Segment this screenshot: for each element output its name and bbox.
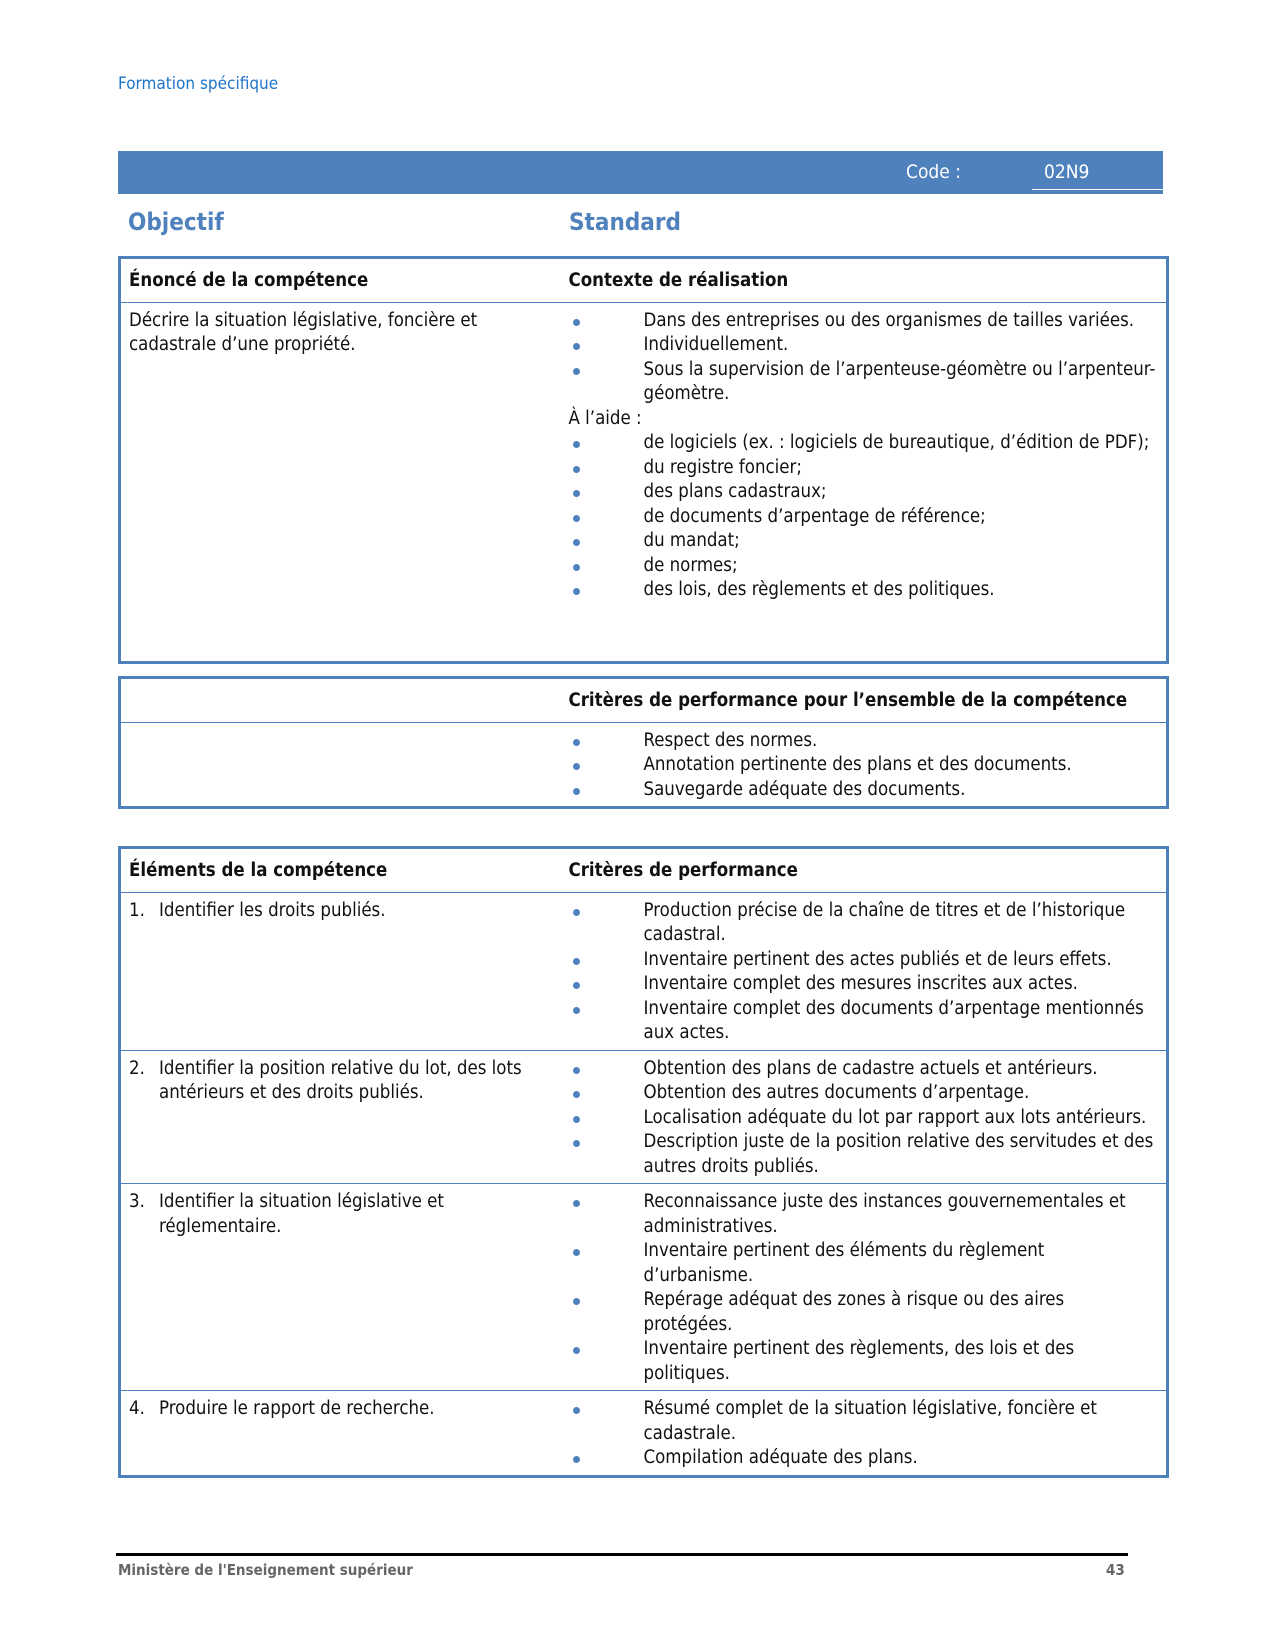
list-item: Repérage adéquat des zones à risque ou des aires protégées. [569,1288,1159,1337]
element-text: Produire le rapport de recherche. [159,1398,435,1419]
list-item: Obtention des autres documents d’arpentage. [569,1081,1159,1106]
global-criteria-table [118,676,1169,809]
competence-table [118,256,1169,664]
criteria-header: Critères de performance [561,848,1168,893]
element-number: 1. [129,899,145,921]
list-item: de documents d’arpentage de référence; [569,505,1159,530]
list-item: Description juste de la position relative des servitudes et des autres droits publiés. [569,1130,1159,1179]
element-number: 4. [129,1398,145,1419]
elements-header: Éléments de la compétence [120,848,561,893]
list-item: des lois, des règlements et des politiques. [569,578,1159,603]
list-item: de logiciels (ex. : logiciels de bureautique, d’édition de PDF); [569,431,1159,456]
list-item: Localisation adéquate du lot par rapport aux lots antérieurs. [569,1106,1159,1131]
code-bar [118,151,1163,194]
list-item: Respect des normes. [569,729,1159,754]
elements-table [118,846,1169,1478]
list-item: Inventaire pertinent des actes publiés et de leurs effets. [569,948,1159,973]
section-header: Formation spécifique [118,74,279,94]
aide-label: À l’aide : [568,407,642,429]
list-item: Inventaire pertinent des règlements, des lois et des politiques. [569,1337,1159,1386]
list-item: Compilation adéquate des plans. [569,1446,1159,1471]
list-item: du mandat; [569,529,1159,554]
contexte-header: Contexte de réalisation [561,258,1168,303]
divider [1032,189,1163,195]
table-row [120,1391,1168,1477]
list-item: des plans cadastraux; [569,480,1159,505]
global-criteria-header: Critères de performance pour l’ensemble de la compétence [561,678,1168,723]
table-row [120,1184,1168,1391]
standard-heading: Standard [569,208,681,236]
list-item: Inventaire pertinent des éléments du règlement d’urbanisme. [569,1239,1159,1288]
page-number: 43 [1106,1561,1125,1579]
code-label: Code : [906,161,961,183]
table-row [120,1050,1168,1184]
list-item: Inventaire complet des documents d’arpentage mentionnés aux actes. [569,997,1159,1046]
footer-divider [116,1553,1128,1556]
list-item: de normes; [569,554,1159,579]
list-item: Inventaire complet des mesures inscrites aux actes. [569,972,1159,997]
global-criteria-list [569,729,1159,803]
enonce-header: Énoncé de la compétence [120,258,561,303]
list-item: Sauvegarde adéquate des documents. [569,778,1159,803]
objectif-heading: Objectif [128,208,224,236]
code-value: 02N9 [1044,161,1090,183]
list-item: Annotation pertinente des plans et des documents. [569,753,1159,778]
element-text: Identifier les droits publiés. [159,899,386,921]
table-row [120,892,1168,1050]
element-number: 2. [129,1057,145,1079]
list-item: Reconnaissance juste des instances gouvernementales et administratives. [569,1190,1159,1239]
element-number: 3. [129,1191,145,1212]
footer-ministry: Ministère de l'Enseignement supérieur [118,1561,413,1579]
list-item: Résumé complet de la situation législative, foncière et cadastrale. [569,1397,1159,1446]
element-text: Identifier la situation législative et réglementaire. [159,1191,444,1237]
list-item: du registre foncier; [569,456,1159,481]
contexte-list [569,309,1159,603]
enonce-text: Décrire la situation législative, foncière et cadastrale d’une propriété. [129,309,478,355]
element-text: Identifier la position relative du lot, des lots antérieurs et des droits publiés. [159,1057,522,1103]
list-item: Sous la supervision de l’arpenteuse-géomètre ou l’arpenteur-géomètre. [569,358,1159,407]
list-item: Individuellement. [569,333,1159,358]
list-item: Production précise de la chaîne de titres et de l’historique cadastral. [569,899,1159,948]
list-item: Dans des entreprises ou des organismes de tailles variées. [569,309,1159,334]
list-item: Obtention des plans de cadastre actuels et antérieurs. [569,1057,1159,1082]
